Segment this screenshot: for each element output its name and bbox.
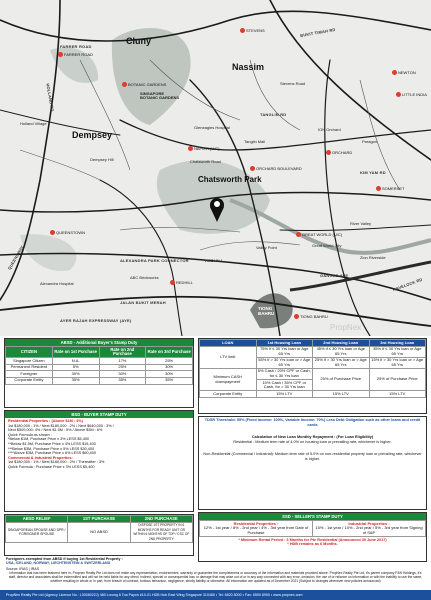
- mrt-napier: NAPIER (U/C): [188, 146, 220, 151]
- loan-col: 2nd Housing Loan: [313, 340, 370, 347]
- mrt-icon: [50, 230, 55, 235]
- foreigner-exempt-label: Foreigners exempted from ABSD if buying 1st Residential Property :: [6, 557, 123, 561]
- area-dempsey: Dempsey: [72, 130, 113, 140]
- ssd-industrial-heading: Industrial Properties :: [348, 520, 390, 526]
- cell: 15% LTV: [369, 391, 426, 398]
- cell: Singapore Citizen: [6, 358, 53, 365]
- bsd-line: *Below $1M, Purchase Price x 3% LESS $5,400: [8, 437, 90, 442]
- footer-bar: [0, 590, 431, 600]
- absd-col-3rd: Rate on 3rd Purchase: [146, 347, 193, 358]
- cell: 15% LTV: [256, 391, 313, 398]
- cell: 45% if ≤ 30 Yrs loan or Age 65 Yrs: [313, 346, 370, 357]
- table-row: [6, 358, 193, 365]
- area-chatsworth-park: Chatsworth Park: [198, 175, 262, 184]
- cell: 75% if ≤ 30 Yrs loan or Age 65 Yrs: [256, 346, 313, 357]
- bsd-line: Quick Formula : Purchase Price x 3% LESS $5,400: [8, 464, 95, 469]
- bsd-line: 1st $180,000 : 1% / Next $180,000 : 2% / Thereafter : 3%: [8, 460, 105, 465]
- loan-calc-nonresidential: Non-Residential (Commercial / Industrial): Medium term rate of 5.0% on non-residential property loan or prevailing rate, whichever is higher.: [203, 452, 422, 461]
- mrt-botanic: BOTANIC GARDENS: [122, 82, 166, 87]
- relief-col: ABSD RELIEF: [6, 516, 68, 523]
- cell: 30%: [99, 371, 146, 378]
- cell: LTV limit: [200, 346, 257, 368]
- cell: 30%: [146, 364, 193, 371]
- cell: 15% LTV: [313, 391, 370, 398]
- poi-botanic-gardens: SINGAPORE BOTANIC GARDENS: [140, 91, 180, 100]
- bsd-commercial-heading: Commercial & Industrial Properties:: [8, 455, 73, 460]
- mrt-queenstown: QUEENSTOWN: [50, 230, 85, 235]
- footer-text: PropNex Realty Pte Ltd (Agency Licence No.: L3008022J) 480 Lorong 6 Toa Payoh #10-01 HDB Hub East Wing Singapore 310480 • Tel: 6820 8000 • Fax: 6590 8900 • www.propnex.com: [6, 593, 303, 597]
- cell: 35%: [99, 377, 146, 384]
- table-row: [6, 371, 193, 378]
- road-bukit-timah: BUKIT TIMAH RD: [299, 26, 336, 39]
- cell: SINGAPOREAN SPOUSE AND SPR / FOREIGNER SPOUSE: [6, 522, 68, 542]
- ssd-notes: [199, 537, 426, 548]
- road-aye: AYER RAJAH EXPRESSWAY (AYE): [60, 318, 132, 323]
- mrt-icon: [250, 166, 255, 171]
- mrt-newton: NEWTON: [392, 70, 416, 75]
- info-panel: [0, 336, 431, 600]
- poi-valley-point: Valley Point: [256, 245, 277, 250]
- mrt-icon: [240, 28, 245, 33]
- road-ganges: GANGES AVE: [320, 273, 349, 278]
- bsd-text: [5, 418, 193, 471]
- table-row: [6, 364, 193, 371]
- ssd-title: SSD - SELLER'S STAMP DUTY: [199, 513, 426, 520]
- cell: 17%: [99, 358, 146, 365]
- mrt-little-india: LITTLE INDIA: [396, 92, 427, 97]
- ssd-box: [198, 512, 427, 562]
- cell: Corporate Entity: [200, 391, 257, 398]
- mrt-icon: [170, 280, 175, 285]
- cell: 35%: [52, 377, 99, 384]
- table-row: [200, 368, 426, 379]
- mrt-icon: [58, 52, 63, 57]
- disclaimer: Information that has been featured here in, Propnex Realty Pte Ltd does not make any representation, endorsement, warranty or guarantee the completeness or accuracy of the information and materials provided above. PropNex Realty Pte Ltd, it's parent company P&N Holdings, it's staff, director and associates shall be indemnified and will not be held liable for any direct, indirect, special or consequential loss or damage that may arise out of or in any way connected with any error, omission, the use of or reliance on information or with the inability to use the same, whether resulting in whole or in part, from breach of contract, tortious behaviour, negligence, strictly liability or otherwise. All information are updated as of December 2021 (Subject to changes whenever new policies announced): [8, 571, 423, 583]
- poi-tanglin-mall: Tanglin Mall: [244, 139, 266, 144]
- road-jalan-bukit-merah: JALAN BUKIT MERAH: [120, 300, 166, 305]
- road-alexandra: ALEXANDRA PARK CONNECTOR: [120, 258, 189, 263]
- poi-abc-brickworks: ABC Brickworks: [130, 275, 159, 280]
- mrt-icon: [188, 146, 193, 151]
- cell: 25%: [146, 358, 193, 365]
- cell: 10% Cash / 35% CPF or Cash, for > 30 Yrs loan: [256, 380, 313, 391]
- table-row: [200, 346, 426, 357]
- cell: Foreigner: [6, 371, 53, 378]
- mrt-redhill: REDHILL: [170, 280, 193, 285]
- ssd-residential: [200, 521, 313, 537]
- bsd-line: ****Above $3M, Purchase Price x 6% LESS $60,400: [8, 451, 97, 456]
- cell: 5%: [52, 364, 99, 371]
- poi-stevens-road: Stevens Road: [280, 81, 306, 86]
- poi-river-valley: River Valley: [350, 221, 372, 226]
- poi-alexandra-hospital: Alexandra Hospital: [40, 281, 74, 286]
- absd-title: ABSD - Additional Buyer's Stamp Duty: [5, 339, 193, 346]
- spacer: [202, 427, 423, 435]
- poi-zion: Zion Riverside: [360, 255, 386, 260]
- relief-grid: [5, 515, 193, 543]
- absd-col-2nd: Rate on 2nd Purchase: [99, 347, 146, 358]
- tdsr-box: [198, 416, 427, 510]
- loan-calc-residential: Residential : Medium term rate of 4.0% on housing loan or prevailing rate, whichever is higher.: [233, 439, 392, 444]
- bsd-line: **Below $1.5M, Purchase Price x 4% LESS $15,400: [8, 441, 96, 446]
- mrt-somerset: SOMERSET: [376, 186, 404, 191]
- cell: 25% of Purchase Price: [369, 368, 426, 390]
- ssd-industrial: [313, 521, 426, 537]
- cell: 5% Cash / 20% CPF or Cash, for ≤ 30 Yrs loan: [257, 368, 311, 379]
- cell: 35%: [146, 377, 193, 384]
- poi-holland-village: Holland Village: [20, 121, 47, 126]
- relief-col: 1ST PURCHASE: [68, 516, 130, 523]
- cell: 25%: [99, 364, 146, 371]
- mrt-icon: [396, 92, 401, 97]
- ssd-residential-heading: Residential Properties :: [233, 520, 279, 526]
- mrt-icon: [294, 314, 299, 319]
- absd-col-1st: Rate on 1st Purchase: [52, 347, 99, 358]
- bsd-box: [4, 410, 194, 512]
- foreigner-exempt: [6, 557, 196, 565]
- poi-great-world-city: Great World City: [312, 243, 342, 248]
- area-cluny: Cluny: [126, 36, 152, 46]
- cell: 15% if > 30 Yrs loan or > Age 65 Yrs: [369, 357, 426, 368]
- poi-gleneagles: Gleneagles Hospital: [194, 125, 230, 130]
- mrt-icon: [296, 232, 301, 237]
- road-redhill: REDHILL: [205, 258, 224, 263]
- foreigner-exempt-countries: USA, ICELAND, NORWAY, LIECHTENSTEIN & SWITZERLAND: [6, 561, 111, 566]
- mrt-icon: [122, 82, 127, 87]
- bsd-line: 1st $180,000 : 1% / Next $180,000 : 2% / Next $640,000 : 3% /: [8, 423, 114, 428]
- ssd-residential-rates: 12% - 1st year / 8% - 2nd year / 4% - 3rd year from Date of Purchase: [203, 525, 309, 535]
- road-farrer: FARRER ROAD: [60, 44, 92, 49]
- tdsr-text: [199, 417, 426, 463]
- mrt-great-world: GREAT WORLD (U/C): [296, 232, 342, 237]
- bsd-title: BSD - BUYER STAMP DUTY: [5, 411, 193, 418]
- cell: 30%: [146, 371, 193, 378]
- area-nassim: Nassim: [232, 62, 265, 72]
- mrt-farrer-road: FARRER ROAD: [58, 52, 93, 57]
- road-tanglin: TANGLIN RD: [260, 112, 287, 117]
- bsd-line: ***Below $3M, Purchase Price x 5% LESS $30,400: [8, 446, 95, 451]
- area-tiong-bahru: TIONG BAHRU: [258, 306, 275, 316]
- loan-table: [198, 338, 427, 414]
- source: Source: IRAS | IRAS: [6, 567, 40, 571]
- loan-calc-heading: Calculation of New Loan Monthly Repayment : (For Loan Eligibility): [251, 435, 374, 440]
- mrt-orchard-boulevard: ORCHARD BOULEVARD: [250, 166, 302, 171]
- cell: 35% if ≤ 30 Yrs loan or Age 65 Yrs: [369, 346, 426, 357]
- cell: N.A.: [52, 358, 99, 365]
- table-row: [200, 521, 426, 537]
- table-row: [6, 377, 193, 384]
- mrt-tiong-bahru: TIONG BAHRU: [294, 314, 328, 319]
- cell: 55% if > 30 Yrs loan or > Age 65 Yrs: [256, 357, 313, 368]
- poi-ion-orchard: ION Orchard: [318, 127, 341, 132]
- cell: 25% of Purchase Price: [313, 368, 370, 390]
- cell: 30%: [52, 371, 99, 378]
- road-holland: HOLLAND RD: [45, 83, 56, 112]
- ssd-min-rental: * Minimum Rental Period : 3 Months for Pte Residential (Announced 30 June 2017): [238, 537, 387, 542]
- cell: Minimum CASH downpayment: [200, 368, 257, 390]
- mrt-orchard: ORCHARD: [326, 150, 352, 155]
- relief-col: 2ND PURCHASE: [130, 516, 192, 523]
- poi-dempsey-hill: Dempsey Hill: [90, 157, 114, 162]
- ssd-grid: [199, 520, 426, 537]
- cell: Permanent Resident: [6, 364, 53, 371]
- loan-col: LOAN: [200, 340, 257, 347]
- absd-col-citizen: CITIZEN: [6, 347, 53, 358]
- bsd-line: Next $500,000: 4% / Next $1.5M : 5% / Above $3M : 6%: [8, 428, 103, 433]
- bsd-residential-heading: Residential Properties : (Above $1M : 4%): [8, 419, 83, 423]
- road-havelock: HAVELOCK RD: [392, 276, 424, 293]
- absd-table: [4, 338, 194, 408]
- absd-relief-box: [4, 514, 194, 556]
- table-row: [6, 522, 193, 542]
- cell: Corporate Entity: [6, 377, 53, 384]
- poi-chatsworth-road: Chatsworth Road: [190, 159, 221, 164]
- spacer: [202, 444, 423, 452]
- bsd-line: Quick Formula as shown :: [8, 432, 52, 437]
- ssd-hdb: * HDB remains as 6 Months.: [287, 542, 338, 547]
- mrt-icon: [376, 186, 381, 191]
- cell: NO ABSD: [68, 522, 130, 542]
- mrt-icon: [326, 150, 331, 155]
- absd-grid: [5, 346, 193, 385]
- road-kim-yam: KIM YAM RD: [360, 170, 386, 175]
- mrt-icon: [392, 70, 397, 75]
- loan-col: 3rd Housing Loan: [369, 340, 426, 347]
- poi-paragon: Paragon: [362, 139, 378, 144]
- loan-col: 1st Housing Loan: [256, 340, 313, 347]
- ssd-industrial-rates: 15% - 1st year / 10% - 2nd year / 5% - 3rd year from Signing of S&P: [315, 525, 423, 535]
- watermark: PropNex: [330, 323, 362, 332]
- cell: DISPOSE 1ST PROPERTY IN 6 MONTHS FOR READY UNIT OR WITHIN 6 MONTHS OF TOP / CSC OF 2ND PROPERTY: [130, 522, 192, 542]
- table-row: [200, 391, 426, 398]
- loan-grid: [199, 339, 426, 398]
- road-queensway: QUEENSWAY: [6, 244, 25, 271]
- cell: 25% if > 30 Yrs loan or > Age 65 Yrs: [313, 357, 370, 368]
- mrt-stevens: STEVENS: [240, 28, 265, 33]
- tdsr-threshold: TDSR Threshold: 55% (Fixed Income: 100%, Variable Income: 70%) Less Debt Obligation such as other loans and credit cards: [204, 418, 421, 427]
